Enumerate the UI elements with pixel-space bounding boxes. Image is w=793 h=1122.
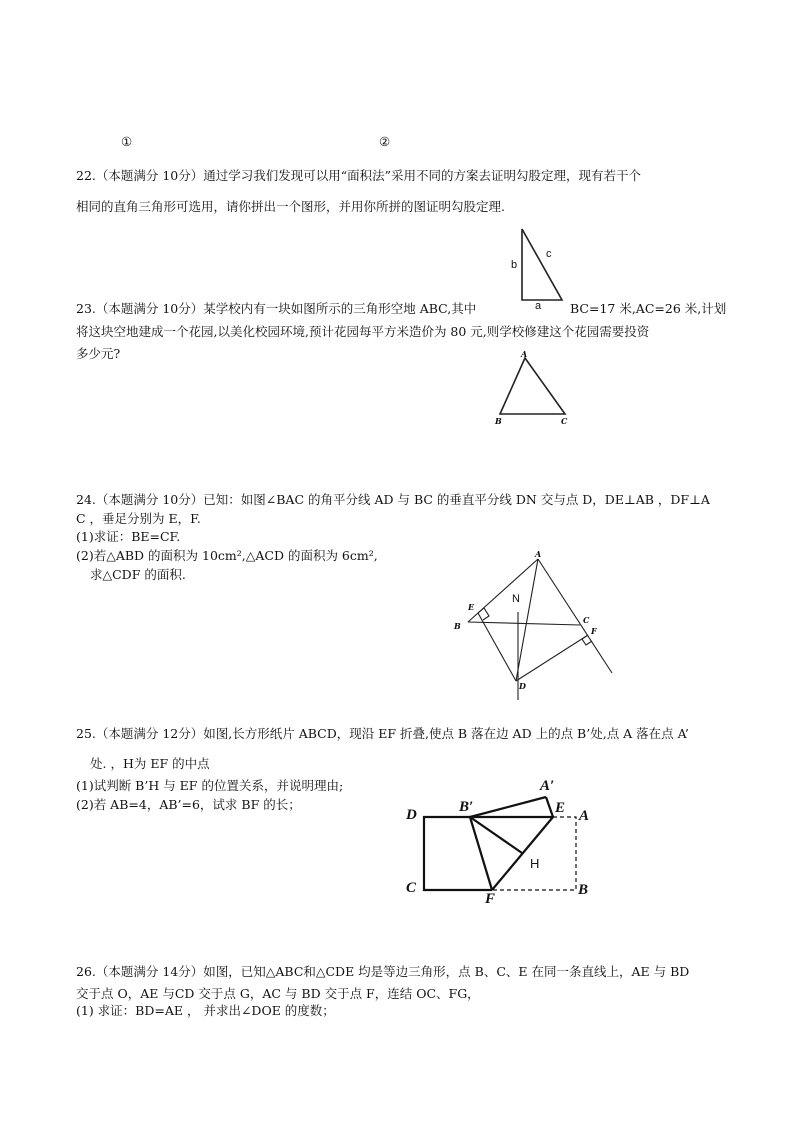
- label-c: c: [546, 248, 552, 260]
- q25-line-2: 处. ，H为 EF 的中点: [90, 756, 210, 771]
- label-A: A: [521, 349, 528, 359]
- q22-line-2: 相同的直角三角形可选用，请你拼出一个图形，并用你所拼的图证明勾股定理.: [76, 199, 505, 214]
- q25-line-3: (1)试判断 B’H 与 EF 的位置关系，并说明理由;: [76, 778, 344, 793]
- label-F-24: F: [591, 626, 597, 636]
- q23-line-1a: 23.（本题满分 10分）某学校内有一块如图所示的三角形空地 ABC,其中: [76, 301, 477, 316]
- q24-line-4: (2)若△ABD 的面积为 10cm²,△ACD 的面积为 6cm²,: [76, 548, 378, 563]
- label-D-24: D: [519, 681, 526, 691]
- label-B-24: B: [454, 621, 461, 631]
- label-B-prime-25: B′: [459, 799, 474, 815]
- q23-line-1b: BC=17 米,AC=26 米,计划: [570, 301, 727, 316]
- q26-line-2: 交于点 O，AE 与CD 交于点 G，AC 与 BD 交于点 F，连结 OC、FG，: [76, 986, 480, 1001]
- figure-marker-1: ①: [121, 134, 133, 149]
- label-F-25: F: [485, 891, 496, 907]
- label-C-25: C: [406, 880, 417, 896]
- q23-line-3: 多少元?: [76, 346, 121, 361]
- q23-line-2: 将这块空地建成一个花园,以美化校园环境,预计花园每平方米造价为 80 元,则学校修建这个花园需要投资: [76, 324, 650, 339]
- label-b: b: [511, 259, 518, 271]
- q26-line-3: (1) 求证：BD=AE ， 并求出∠DOE 的度数；: [76, 1003, 335, 1018]
- label-C-24: C: [583, 615, 590, 625]
- q24-line-1: 24.（本题满分 10分）已知：如图∠BAC 的角平分线 AD 与 BC 的垂直平分线 DN 交与点 D，DE⊥AB ，DF⊥A: [76, 492, 710, 507]
- q25-line-1: 25.（本题满分 12分）如图,长方形纸片 ABCD，现沿 EF 折叠,使点 B 落在边 AD 上的点 B’处,点 A 落在点 A’: [76, 726, 689, 741]
- q24-line-2: C ，垂足分别为 E，F.: [76, 511, 201, 526]
- label-E-24: E: [468, 602, 475, 612]
- q24-line-3: (1)求证：BE=CF.: [76, 529, 181, 544]
- label-B: B: [495, 416, 502, 426]
- label-B-25: B: [578, 882, 589, 898]
- q25-line-4: (2)若 AB=4，AB’=6，试求 BF 的长；: [76, 797, 301, 812]
- figure-marker-2: ②: [379, 134, 391, 149]
- label-D-25: D: [406, 807, 417, 823]
- label-H-25: H: [530, 856, 540, 871]
- label-A-25: A: [579, 808, 590, 824]
- label-a: a: [535, 300, 542, 312]
- q24-line-5: 求△CDF 的面积.: [90, 567, 186, 582]
- label-C: C: [561, 416, 568, 426]
- q26-line-1: 26.（本题满分 14分）如图，已知△ABC和△CDE 均是等边三角形，点 B、C、E 在同一条直线上，AE 与 BD: [76, 964, 690, 979]
- label-E-25: E: [555, 800, 566, 816]
- label-A-24: A: [535, 549, 542, 559]
- q22-line-1: 22.（本题满分 10分）通过学习我们发现可以用“面积法”采用不同的方案去证明勾股定理，现有若干个: [76, 168, 642, 183]
- label-A-prime-25: A′: [540, 778, 555, 794]
- label-N-24: N: [512, 593, 520, 605]
